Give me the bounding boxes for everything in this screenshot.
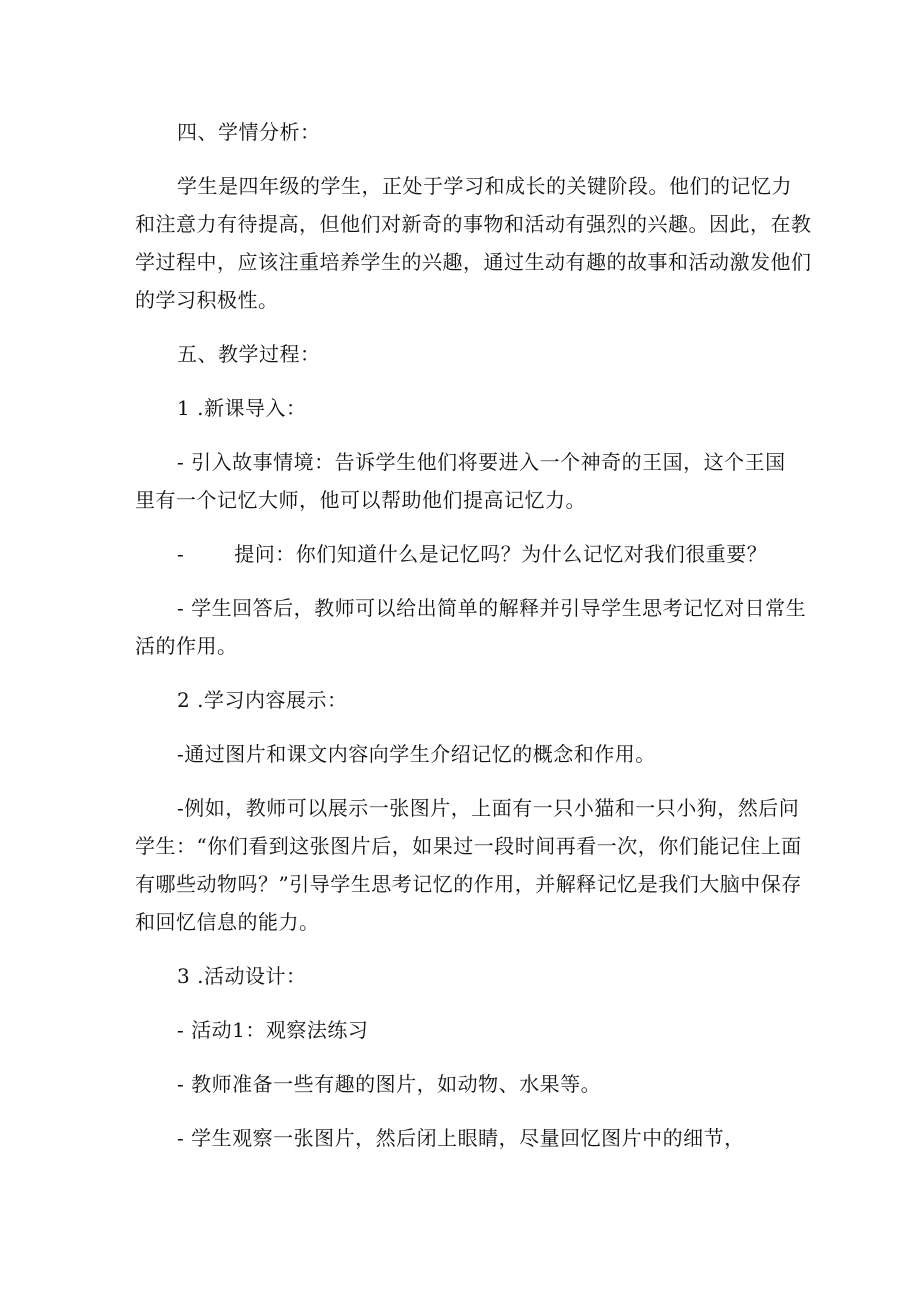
paragraph-example [135,789,802,941]
paragraph-student-observe: - 学生观察一张图片，然后闭上眼睛，尽量回忆图片中的细节， [177,1126,745,1150]
paragraph-introduce-memory: -通过图片和课文内容向学生介绍记忆的概念和作用。 [177,742,656,766]
text-line: -例如，教师可以展示一张图片，上面有一只小猫和一只小狗，然后问 [177,796,800,820]
paragraph-question [135,535,795,573]
text-line: 学生是四年级的学生，正处于学习和成长的关键阶段。他们的记忆力 [177,174,792,198]
paragraph-story-intro [135,443,795,519]
subheading-content-display: 2 .学习内容展示： [177,688,348,712]
text-line: 提问：你们知道什么是记忆吗？为什么记忆对我们很重要？ [234,542,768,566]
text-line: 里有一个记忆大师，他可以帮助他们提高记忆力。 [135,488,586,512]
paragraph-teacher-prepare: - 教师准备一些有趣的图片，如动物、水果等。 [177,1072,602,1096]
dash-marker: - [177,542,185,566]
text-line: - 学生回答后，教师可以给出简单的解释并引导学生思考记忆对日常生 [177,596,807,620]
subheading-new-lesson-intro: 1 .新课导入： [177,396,307,420]
text-line: 学生：“你们看到这张图片后，如果过一段时间再看一次，你们能记住上面 [135,834,802,858]
paragraph-activity-1: - 活动1：观察法练习 [177,1018,369,1042]
text-line: 的学习积极性。 [135,288,279,312]
paragraph-learning-analysis [135,167,812,319]
section-heading-teaching-process: 五、教学过程： [177,342,321,366]
text-line: - 引入故事情境：告诉学生他们将要进入一个神奇的王国，这个王国 [177,450,786,474]
text-line: 学过程中，应该注重培养学生的兴趣，通过生动有趣的故事和活动激发他们 [135,250,812,274]
subheading-activity-design: 3 .活动设计： [177,964,307,988]
text-line: 和注意力有待提高，但他们对新奇的事物和活动有强烈的兴趣。因此，在教 [135,212,812,236]
section-heading-learning-analysis: 四、学情分析： [177,120,321,144]
paragraph-student-answer [135,589,807,665]
text-line: 有哪些动物吗？”引导学生思考记忆的作用，并解释记忆是我们大脑中保存 [135,872,802,896]
text-line: 和回忆信息的能力。 [135,910,320,934]
document-body [135,113,812,1157]
text-line: 活的作用。 [135,634,238,658]
